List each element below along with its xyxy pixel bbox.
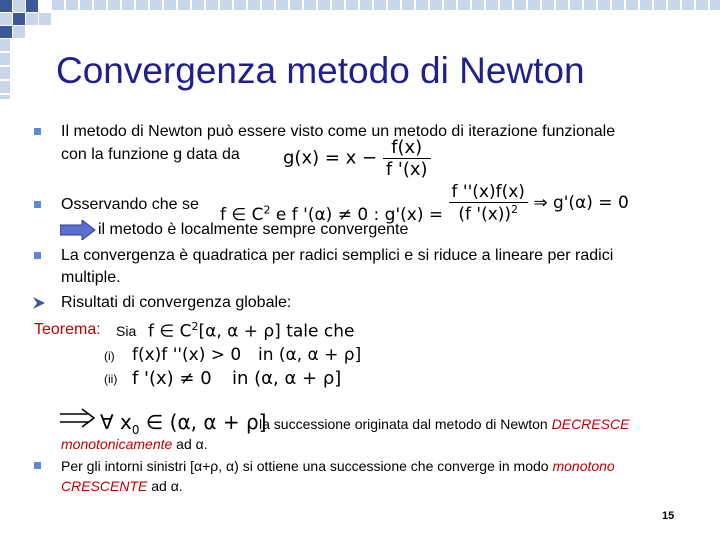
bullet-2-continuation: il metodo è localmente sempre convergente (98, 221, 409, 238)
conclusion-text: la successione originata dal metodo di Newton DECRESCE (259, 416, 630, 432)
bullet-5-line-2: CRESCENTE ad α. (61, 478, 183, 494)
bullet-4-text: Risultati di convergenza globale: (61, 294, 292, 311)
condition-i-label: (i) (104, 349, 115, 363)
bullet-marker (34, 128, 41, 135)
sia-formula: f ∈ $C^2[\alpha$, α + ρ] tale che (148, 320, 355, 342)
bullet-5-line-1: Per gli intorni sinistri [α+ρ, α) si ottiene una successione che converge in modo monotono (61, 458, 615, 474)
bullet-marker (34, 201, 41, 208)
slide-title: Convergenza metodo di Newton (56, 50, 585, 91)
teorema-sia: Sia (116, 323, 137, 339)
bullet-1-line-2: con la funzione g data da (61, 146, 240, 163)
convergence-condition: f ∈ $C^2$ e f '(α) ≠ 0 : g'(x) = $\frac{f ''(x)f(x)}{(f '(x))^2}$ ⇒ g'(α) = 0 (220, 182, 629, 226)
condition-ii-interval: in (α, α + ρ] (232, 368, 342, 389)
teorema-label: Teorema: (34, 321, 101, 338)
bullet-2-text: Osservando che se (61, 196, 199, 213)
conclusion-formula: ∀ $x_0$ ∈ (α, α + ρ] (100, 410, 267, 437)
condition-ii-label: (ii) (104, 372, 118, 386)
bullet-3-line-1: La convergenza è quadratica per radici semplici e si riduce a lineare per radici (61, 247, 614, 264)
bullet-3-line-2: multiple. (61, 269, 121, 286)
bullet-marker (34, 252, 41, 259)
implies-arrow-icon (60, 408, 96, 428)
conclusion-line-2: monotonicamente ad α. (61, 436, 208, 452)
implication-arrow-icon (60, 220, 96, 240)
bullet-marker (34, 462, 41, 469)
condition-i-interval: in (α, α + ρ] (258, 345, 362, 365)
decresce-emphasis: DECRESCE (551, 416, 630, 432)
bullet-1-line-1: Il metodo di Newton può essere visto come un metodo di iterazione funzionale (61, 123, 616, 140)
condition-i: f(x)f ''(x) > 0 (132, 345, 242, 365)
page-number: 15 (662, 510, 675, 522)
g-formula: g(x) = x − $\frac{f(x)}{f '(x)}$ (283, 137, 431, 180)
chevron-right-icon (32, 296, 46, 310)
condition-ii: f '(x) ≠ 0 (132, 368, 212, 389)
